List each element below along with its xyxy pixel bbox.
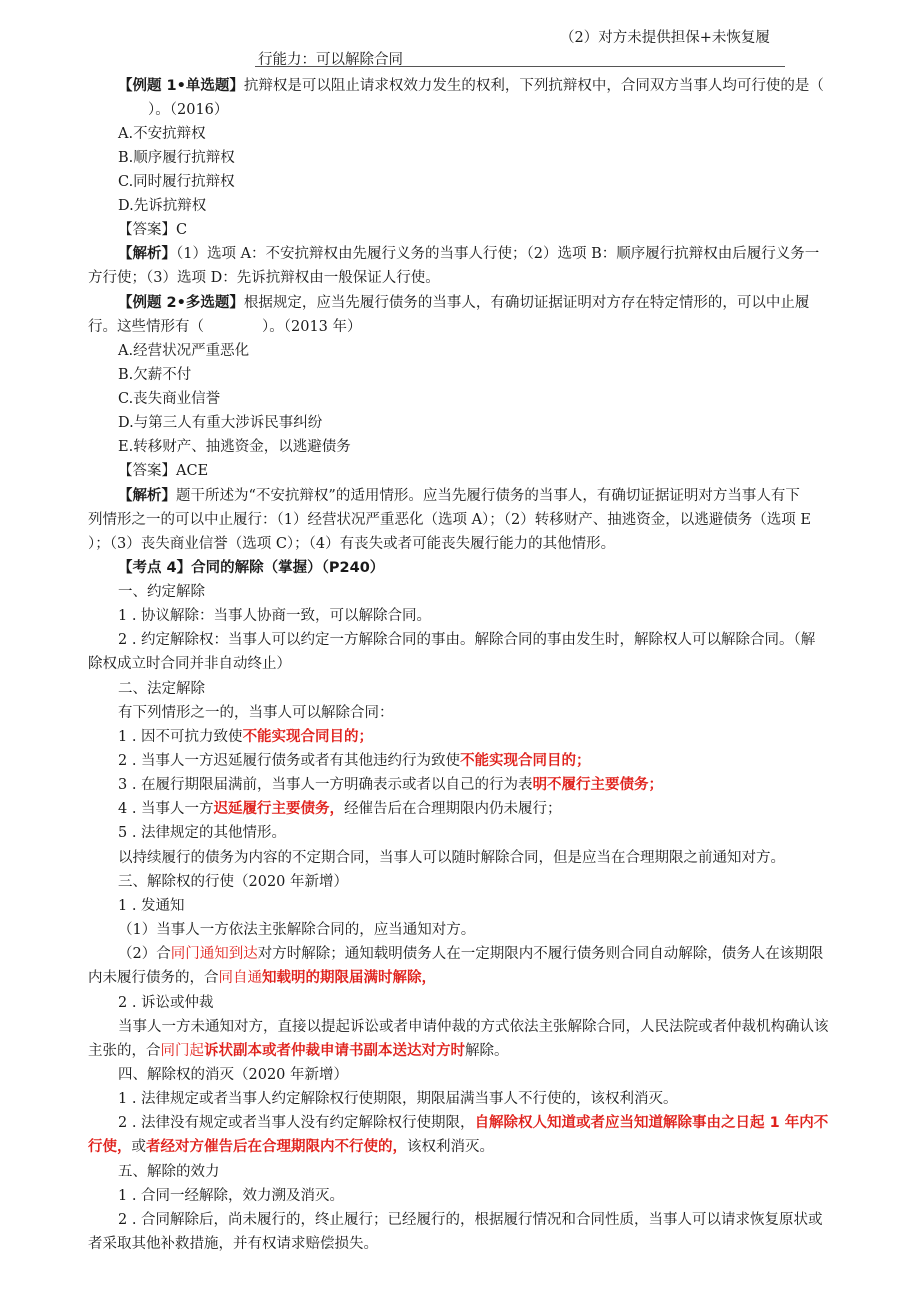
exercise-2: 2 . 诉讼或仲裁 <box>118 995 214 1011</box>
effect-2: 2 . 合同解除后，尚未履行的，终止履行；已经履行的，根据履行情况和合同性质，当事人可以请求恢复原状或 <box>118 1212 823 1228</box>
example1-option-a: A.不安抗辩权 <box>118 126 206 142</box>
effect-1: 1 . 合同一经解除，效力溯及消灭。 <box>118 1188 345 1204</box>
exercise-1: 1 . 发通知 <box>118 898 185 914</box>
example2-question: 【例题 2•多选题】根据规定，应当先履行债务的当事人，有确切证据证明对方存在特定情形的，可以中止履 <box>118 295 810 311</box>
example2-option-b: B.欠薪不付 <box>118 367 192 383</box>
extinction-2: 2 . 法律没有规定或者当事人没有约定解除权行使期限，自解除权人知道或者应当知道解除事由之日起 1 年内不 <box>118 1115 829 1131</box>
item-agreed-1: 1 . 协议解除：当事人协商一致，可以解除合同。 <box>118 608 432 624</box>
example2-option-d: D.与第三人有重大涉诉民事纠纷 <box>118 415 323 431</box>
example1-question-end: ）。（2016） <box>148 102 229 118</box>
statutory-intro: 有下列情形之一的，当事人可以解除合同： <box>118 705 394 721</box>
example2-analysis-cont2: ）；（3）丧失商业信誉（选项 C）；（4）有丧失或者可能丧失履行能力的其他情形。 <box>88 536 616 552</box>
example2-option-a: A.经营状况严重恶化 <box>118 343 250 359</box>
section-title: 【考点 4】合同的解除（掌握）（P240） <box>118 560 385 576</box>
heading-effect: 五、解除的效力 <box>118 1164 220 1180</box>
extinction-2-cont: 行使，或者经对方催告后在合理期限内不行使的，该权利消灭。 <box>88 1139 494 1155</box>
example1-answer: 【答案】C <box>118 222 188 238</box>
example1-analysis: 【解析】（1）选项 A：不安抗辩权由先履行义务的当事人行使；（2）选项 B：顺序履行抗辩权由后履行义务一 <box>118 246 820 262</box>
exercise-1-1: （1）当事人一方依法主张解除合同的，应当通知对方。 <box>118 922 476 938</box>
heading-statutory-termination: 二、法定解除 <box>118 681 205 697</box>
exercise-1-2-cont: 内未履行债务的，合同自通知载明的期限届满时解除， <box>88 970 436 986</box>
example1-option-b: B.顺序履行抗辩权 <box>118 150 235 166</box>
exercise-1-2: （2）合同门通知到达对方时解除；通知载明债务人在一定期限内不履行债务则合同自动解除，债务人在该期限 <box>118 946 824 962</box>
item-agreed-2: 2 . 约定解除权：当事人可以约定一方解除合同的事由。解除合同的事由发生时，解除权人可以解除合同。（解 <box>118 632 816 648</box>
statutory-item-2: 2 . 当事人一方迟延履行债务或者有其他违约行为致使不能实现合同目的； <box>118 753 591 769</box>
heading-extinction: 四、解除权的消灭（2020 年新增） <box>118 1067 349 1083</box>
example2-analysis: 【解析】题干所述为“不安抗辩权”的适用情形。应当先履行债务的当事人，有确切证据证明对方当事人有下 <box>118 488 800 504</box>
example1-question: 【例题 1•单选题】抗辩权是可以阻止请求权效力发生的权利，下列抗辩权中，合同双方当事人均可行使的是（ <box>118 78 824 94</box>
header-rule <box>255 66 785 67</box>
example1-option-c: C.同时履行抗辩权 <box>118 174 235 190</box>
header-continued: 行能力：可以解除合同 <box>258 52 403 68</box>
statutory-item-3: 3 . 在履行期限届满前，当事人一方明确表示或者以自己的行为表明不履行主要债务； <box>118 777 664 793</box>
extinction-1: 1 . 法律规定或者当事人约定解除权行使期限，期限届满当事人不行使的，该权利消灭。 <box>118 1091 678 1107</box>
exercise-2-text-cont: 主张的，合同门起诉状副本或者仲裁申请书副本送达对方时解除。 <box>88 1043 509 1059</box>
example2-option-e: E.转移财产、抽逃资金，以逃避债务 <box>118 439 351 455</box>
item-agreed-2-cont: 除权成立时合同并非自动终止） <box>88 656 291 672</box>
example2-analysis-cont: 列情形之一的可以中止履行：（1）经营状况严重恶化（选项 A）；（2）转移财产、抽逃资金，以逃避债务（选项 E <box>88 512 811 528</box>
statutory-item-4: 4 . 当事人一方迟延履行主要债务，经催告后在合理期限内仍未履行； <box>118 801 562 817</box>
header-fragment: （2）对方未提供担保+未恢复履 <box>560 30 770 46</box>
statutory-note: 以持续履行的债务为内容的不定期合同，当事人可以随时解除合同，但是应当在合理期限之前通知对方。 <box>118 850 785 866</box>
example2-question-end: 行。这些情形有（ ）。（2013 年） <box>88 319 362 335</box>
exercise-2-text: 当事人一方未通知对方，直接以提起诉讼或者申请仲裁的方式依法主张解除合同，人民法院或者仲裁机构确认该 <box>118 1019 829 1035</box>
example2-answer: 【答案】ACE <box>118 463 209 479</box>
heading-agreed-termination: 一、约定解除 <box>118 584 205 600</box>
statutory-item-1: 1 . 因不可抗力致使不能实现合同目的； <box>118 729 374 745</box>
statutory-item-5: 5 . 法律规定的其他情形。 <box>118 825 287 841</box>
heading-exercise: 三、解除权的行使（2020 年新增） <box>118 874 349 890</box>
example2-option-c: C.丧失商业信誉 <box>118 391 221 407</box>
example1-analysis-cont: 方行使；（3）选项 D：先诉抗辩权由一般保证人行使。 <box>88 270 440 286</box>
example1-option-d: D.先诉抗辩权 <box>118 198 207 214</box>
effect-2-cont: 者采取其他补救措施，并有权请求赔偿损失。 <box>88 1236 378 1252</box>
